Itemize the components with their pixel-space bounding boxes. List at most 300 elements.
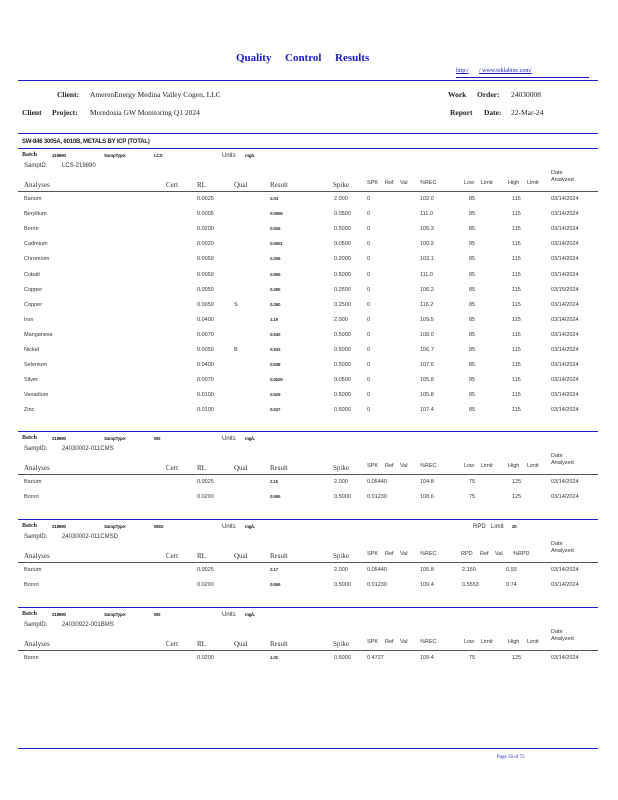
cell-low-limit: 85 [469,196,476,202]
cell-result: 0.0555 [270,211,283,217]
cell-rl: 0.0050 [197,301,214,308]
cell-rec: 100.2 [420,241,434,248]
rpd-limit-value: 20 [512,524,517,529]
cell-spk-ref-val: 0 [367,256,371,263]
col-spike: Spike [333,552,349,560]
cell-rl: 0.0025 [197,196,214,202]
page-number: Page 56 of 72 [497,755,525,760]
cell-result: 0.0529 [270,377,283,383]
cell-rec: 109.4 [420,582,434,589]
cell-high-limit: 115 [512,196,521,202]
cell-spike: 0.5000 [334,362,351,369]
cell-high-limit: 115 [512,301,521,308]
cell-date-analyzed: 03/14/2024 [551,256,579,263]
cell-rl: 0.0400 [197,316,214,323]
samptype-value: MS [154,612,161,617]
cell-result: 0.265 [270,286,281,292]
cell-result: 2.19 [270,316,278,322]
cell-date-analyzed: 03/14/2024 [551,362,579,369]
cell-low-limit: 85 [469,301,476,308]
cell-spike: 0.5000 [334,655,351,661]
units-label: Units [222,153,236,159]
cell-high-limit: 115 [512,211,521,218]
cell-result: 0.555 [270,494,281,500]
cell-rec: 109.5 [420,316,434,323]
cell-spk-ref-val: 0 [367,392,371,399]
cell-rl: 0.0200 [197,655,214,661]
header-underline [18,474,598,475]
cell-spk-ref-val: 0 [367,241,371,248]
order-value: 24030008 [511,90,541,99]
cell-rl: 0.0200 [197,226,214,233]
rpd-limit-label: Limit [491,524,504,530]
client-value: AmerenEnergy Medina Valley Cogen, LLC [90,90,221,99]
col-analyses: Analyses [24,640,50,648]
samptype-value: LCS [154,153,163,158]
cell-high-limit: 115 [512,286,521,293]
cell-rl: 0.0200 [197,582,214,589]
units-label: Units [222,612,236,618]
cell-high-limit: 115 [512,256,521,263]
header-underline [18,191,598,192]
cell-date-analyzed: 03/14/2024 [551,392,579,399]
units-value: mg/L [245,436,255,441]
col-rec: %REC [420,639,437,645]
col-low-limit: Limit [481,639,493,645]
cell-rec: 103.1 [420,256,434,263]
cell-high-limit: 115 [512,407,521,414]
cell-low-limit: 85 [469,316,476,323]
batch-id: 219890 [52,153,66,158]
cell-spike: 0.0500 [334,377,351,384]
cell-spk-ref-val: 0 [367,211,371,218]
col-low: Low [464,639,475,645]
client-label: Client: [57,90,80,99]
cell-spike: 0.5000 [334,582,351,589]
cell-rl: 0.0050 [197,286,214,293]
cell-date-analyzed: 03/14/2024 [551,271,579,278]
cell-analyte: Manganese [24,331,53,338]
cell-rec: 109.4 [420,655,434,661]
cell-rec: 116.2 [420,301,434,308]
cell-result: 0.533 [270,347,281,352]
date-label: Date: [484,108,502,117]
col-rpd-val: Val [495,551,503,557]
col-qual: Qual [234,464,248,472]
col-ref: Ref [385,180,394,186]
col-result: Result [270,640,288,648]
cell-spk-ref-val: 0 [367,362,371,369]
cell-analyte: Boron [24,226,39,233]
col-qual: Qual [234,640,248,648]
cell-low-limit: 85 [469,331,476,338]
col-val: Val [400,639,408,645]
client-project-label-b: Project: [52,108,78,117]
cell-spk-ref-val: 0.05440 [367,567,387,573]
cell-analyte: Chromium [24,256,50,263]
col-qual: Qual [234,552,248,560]
units-value: mg/L [245,612,255,617]
cell-rec: 106.2 [420,286,434,293]
cell-spk-ref-val: 0 [367,196,371,202]
col-ref: Ref [385,463,394,469]
col-analyzed: Analyzed [551,460,574,466]
col-analyzed: Analyzed [551,177,574,183]
cell-spike: 0.0500 [334,211,351,218]
col-spike: Spike [333,181,349,189]
cell-spk-ref-val: 0.01230 [367,494,387,501]
col-rec: %REC [420,551,437,557]
cell-spike: 0.5000 [334,271,351,278]
cell-result: 2.15 [270,479,278,484]
samptype-label: SampType: [104,153,127,158]
cell-date-analyzed: 03/14/2024 [551,494,579,501]
units-label: Units [222,524,236,530]
col-result: Result [270,181,288,189]
col-cert: Cert [166,464,179,472]
cell-spike: 0.5000 [334,331,351,338]
cell-low-limit: 85 [469,256,476,263]
cell-low-limit: 85 [469,286,476,293]
cell-date-analyzed: 03/15/2024 [551,286,579,293]
cell-result: 0.526 [270,226,281,232]
cell-date-analyzed: 03/14/2024 [551,377,579,384]
sampid-label: SampID: [24,446,48,452]
cell-rl: 0.0020 [197,241,214,248]
cell-rl: 0.0005 [197,211,214,218]
col-high: High [508,180,520,186]
cell-date-analyzed: 03/14/2024 [551,331,579,338]
col-spike: Spike [333,464,349,472]
col-spk: SPK [367,551,379,557]
cell-rec: 105.8 [420,377,434,384]
cell-analyte: Silver [24,377,38,384]
cell-high-limit: 115 [512,226,521,233]
cell-spk-ref-val: 0 [367,347,371,353]
cell-date-analyzed: 03/14/2024 [551,226,579,233]
cell-analyte: Beryllium [24,211,47,218]
date-value: 22-Mar-24 [511,108,544,117]
cell-analyte: Vanadium [24,392,49,399]
cell-high-limit: 115 [512,331,521,338]
cell-date-analyzed: 03/14/2024 [551,301,579,308]
col-cert: Cert [166,552,179,560]
col-val: Val [400,551,408,557]
cell-result: 2.17 [270,567,278,572]
cell-rec: 104.8 [420,479,434,485]
col-low-limit: Limit [481,180,493,186]
cell-high-limit: 115 [512,377,521,384]
cell-low-limit: 85 [469,271,476,278]
col-val: Val [400,463,408,469]
cell-spk-ref-val: 0 [367,286,371,293]
col-spk: SPK [367,639,379,645]
cell-spike: 0.0500 [334,241,351,248]
batch-id: 219890 [52,612,66,617]
cell-spk-ref-val: 0 [367,316,371,323]
cell-rl: 0.0050 [197,256,214,263]
cell-spk-ref-val: 0 [367,271,371,278]
cell-result: 0.290 [270,301,281,307]
cell-spike: 0.2500 [334,286,351,293]
cell-rec: 105.3 [420,226,434,233]
title-quality: Quality [236,52,272,64]
sampid-value: 24030002-011CMS [62,446,114,452]
col-result: Result [270,552,288,560]
col-cert: Cert [166,181,179,189]
cell-rec: 107.4 [420,407,434,414]
cell-rl: 0.0200 [197,494,214,501]
cell-spk-ref-val: 0 [367,226,371,233]
cell-analyte: Boron [24,494,39,501]
cell-analyte: Copper [24,301,43,308]
cell-low-limit: 0.5553 [462,582,479,589]
col-date: Date [551,629,563,635]
cell-spk-ref-val: 0.05440 [367,479,387,485]
cell-high-limit: 125 [512,479,522,485]
cell-analyte: Cobalt [24,271,40,278]
cell-rec: 106.7 [420,347,434,353]
cell-date-analyzed: 03/14/2024 [551,479,579,485]
cell-spk-ref-val: 0.4727 [367,655,384,661]
col-ref: Ref [385,551,394,557]
cell-date-analyzed: 03/14/2024 [551,582,579,589]
cell-spk-ref-val: 0 [367,377,371,384]
col-analyses: Analyses [24,552,50,560]
cell-rl: 0.0025 [197,567,214,573]
units-value: mg/L [245,153,255,158]
cell-analyte: Boron [24,582,39,589]
cell-analyte: Nickel [24,347,39,353]
cell-low-limit: 85 [469,241,476,248]
block-separator [18,607,598,608]
cell-spike: 0.2500 [334,301,351,308]
col-cert: Cert [166,640,179,648]
cell-spk-ref-val: 0 [367,407,371,414]
batch-id: 219890 [52,436,66,441]
col-analyzed: Analyzed [551,636,574,642]
cell-result: 0.540 [270,331,281,337]
col-analyzed: Analyzed [551,548,574,554]
cell-high-limit: 0.74 [506,582,517,589]
col-low: Low [464,463,475,469]
cell-low-limit: 75 [469,494,476,501]
col-rec: %REC [420,180,437,186]
cell-rec: 105.8 [420,392,434,399]
col-analyses: Analyses [24,464,50,472]
col-high: High [508,639,520,645]
cell-date-analyzed: 03/14/2024 [551,347,579,353]
lab-url-left[interactable]: http:/ [456,68,469,74]
col-date: Date [551,453,563,459]
cell-result: 0.0501 [270,241,283,247]
cell-spike: 2.000 [334,316,348,323]
cell-date-analyzed: 03/14/2024 [551,241,579,248]
col-rec: %REC [420,463,437,469]
units-value: mg/L [245,524,255,529]
cell-high-limit: 125 [512,494,522,501]
cell-rec: 102.0 [420,196,434,202]
batch-label: Batch [22,611,37,617]
batch-id: 219890 [52,524,66,529]
report-label: Report [450,108,473,117]
col-rl: RL [197,640,206,648]
header-rule-top [18,80,598,81]
cell-low-limit: 85 [469,347,476,353]
cell-low-limit: 85 [469,211,476,218]
cell-rec: 108.0 [420,331,434,338]
title-results: Results [335,52,370,64]
cell-rec: 105.8 [420,567,434,573]
cell-high-limit: 115 [512,316,521,323]
cell-result: 0.206 [270,256,281,262]
footer-rule [18,748,598,749]
cell-analyte: Cadmium [24,241,48,248]
col-rpd-ref: RPD [461,551,473,557]
cell-analyte: Barium [24,479,42,485]
col-low: Low [464,180,475,186]
client-project-label-a: Client [22,108,42,117]
col-val: Val [400,180,408,186]
col-high-limit: Limit [527,639,539,645]
cell-qual: B [234,347,238,353]
block-separator [18,431,598,432]
cell-rec: 107.6 [420,362,434,369]
cell-rec: 111.0 [420,271,433,278]
sampid-value: 24030922-001BMS [62,622,114,628]
cell-rl: 0.0070 [197,331,214,338]
sampid-value: 24030002-011CMSD [62,534,118,540]
cell-spk-ref-val: 0 [367,331,371,338]
cell-analyte: Zinc [24,407,35,414]
header-underline [18,562,598,563]
section-rule [18,148,598,149]
cell-analyte: Boron [24,655,39,661]
cell-high-limit: 115 [512,241,521,248]
col-rpd-pct: %RPD [513,551,530,557]
cell-qual: S [234,301,238,308]
cell-result: 2.04 [270,196,278,201]
cell-rl: 0.0400 [197,362,214,369]
title-control: Control [285,52,322,64]
work-label: Work [448,90,467,99]
col-spike: Spike [333,640,349,648]
cell-spike: 0.5000 [334,407,351,414]
batch-label: Batch [22,435,37,441]
cell-high-limit: 115 [512,392,521,399]
cell-analyte: Selenium [24,362,47,369]
col-analyses: Analyses [24,181,50,189]
samptype-label: SampType: [104,436,127,441]
cell-high-limit: 125 [512,655,522,661]
col-rl: RL [197,464,206,472]
col-high-limit: Limit [527,463,539,469]
col-high-limit: Limit [527,180,539,186]
col-rl: RL [197,552,206,560]
cell-spike: 0.5000 [334,226,351,233]
col-spk: SPK [367,463,379,469]
cell-low-limit: 85 [469,377,476,384]
lab-url-right[interactable]: / www.teklabinc.com/ [479,68,532,74]
cell-date-analyzed: 03/14/2024 [551,567,579,573]
header-rule-bottom [18,133,598,134]
col-qual: Qual [234,181,248,189]
cell-high-limit: 115 [512,362,521,369]
units-label: Units [222,436,236,442]
cell-spike: 0.5000 [334,347,351,353]
batch-label: Batch [22,152,37,158]
samptype-label: SampType: [104,524,127,529]
cell-low-limit: 85 [469,226,476,233]
cell-low-limit: 2.150 [462,567,476,573]
rpd-label: RPD [473,524,486,530]
cell-result: 0.529 [270,392,281,398]
order-label: Order: [477,90,500,99]
cell-low-limit: 85 [469,392,476,399]
project-value: Meredosia GW Monitoring Q1 2024 [90,108,200,117]
cell-analyte: Iron [24,316,34,323]
block-separator [18,519,598,520]
cell-result: 0.559 [270,582,281,588]
col-high: High [508,463,520,469]
col-ref: Ref [385,639,394,645]
cell-rec: 111.0 [420,211,433,218]
cell-spike: 2.000 [334,196,348,202]
col-date: Date [551,541,563,547]
col-low-limit: Limit [481,463,493,469]
samptype-value: MSD [154,524,164,529]
col-spk: SPK [367,180,379,186]
cell-low-limit: 75 [469,655,476,661]
url-underline [456,77,589,78]
cell-spike: 0.5000 [334,392,351,399]
cell-result: 0.537 [270,407,281,413]
cell-rl: 0.0025 [197,479,214,485]
header-underline [18,650,598,651]
cell-spike: 2.000 [334,479,348,485]
samptype-value: MS [154,436,161,441]
sampid-label: SampID: [24,622,48,628]
cell-high-limit: 115 [512,347,521,353]
cell-spk-ref-val: 0 [367,301,371,308]
cell-result: 0.555 [270,271,281,277]
sampid-label: SampID: [24,534,48,540]
samptype-label: SampType: [104,612,127,617]
cell-analyte: Barium [24,196,42,202]
cell-rl: 0.0100 [197,392,214,399]
cell-high-limit: 115 [512,271,521,278]
cell-date-analyzed: 03/14/2024 [551,196,579,202]
cell-low-limit: 75 [469,479,476,485]
cell-date-analyzed: 03/14/2024 [551,655,579,661]
cell-low-limit: 85 [469,407,476,414]
cell-spk-ref-val: 0.01230 [367,582,387,589]
col-rl: RL [197,181,206,189]
cell-rl: 0.0050 [197,271,214,278]
sampid-value: LCS-219890 [62,163,96,169]
sampid-label: SampID: [24,163,48,169]
cell-rec: 108.6 [420,494,434,501]
cell-analyte: Copper [24,286,43,293]
cell-result: 1.02 [270,655,278,660]
cell-date-analyzed: 03/14/2024 [551,407,579,414]
cell-spike: 0.2000 [334,256,351,263]
method-section-title: SW-846 3005A, 6010B, METALS BY ICP (TOTAL) [22,139,150,145]
col-date: Date [551,170,563,176]
cell-analyte: Barium [24,567,42,573]
cell-low-limit: 85 [469,362,476,369]
col-result: Result [270,464,288,472]
